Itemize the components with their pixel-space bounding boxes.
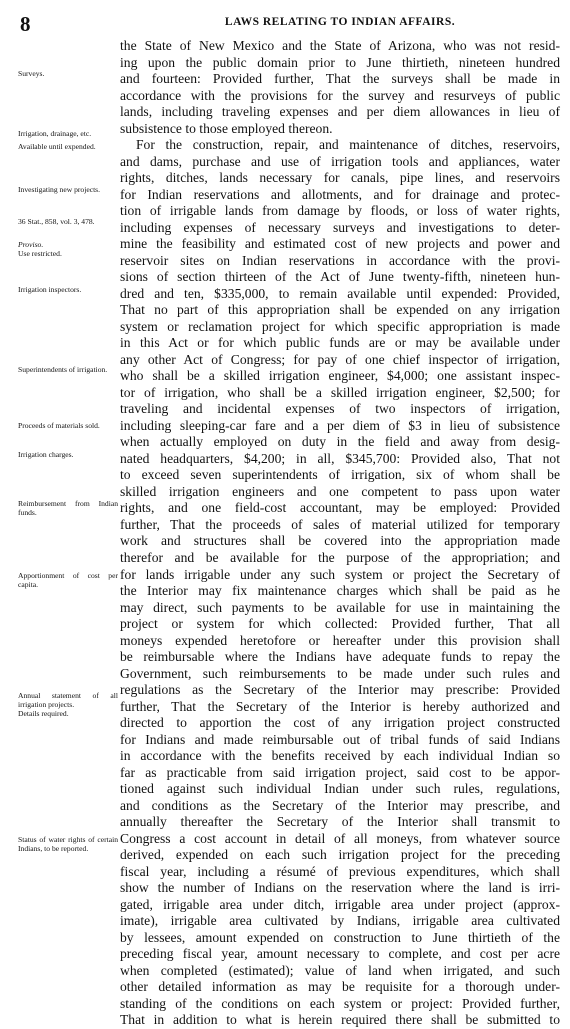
text-line: be reimbursable where the Indians have adequate funds to repay the [120,649,560,665]
text-line: the Interior may fix maintenance charges which shall be paid as he [120,583,560,599]
text-line: far as practicable from said irrigation project, said cost to be appor- [120,764,560,780]
text-line: and dams, purchase and use of irrigation tools and appliances, water [120,153,560,169]
text-line: That no part of this appropriation shall be expended on any irrigation [120,302,560,318]
text-line: tioned against such individual Indian under such rules, regulations, [120,781,560,797]
margin-note-statute-citation: 36 Stat., 858, vol. 3, 478. [18,217,95,226]
text-line: sions of section thirteen of the Act of June twenty-fifth, nineteen hun- [120,269,560,285]
text-line: other detailed information as may be requisite for a thorough under- [120,979,560,995]
text-line: skilled irrigation engineers and one competent to pass upon water [120,483,560,499]
text-line: imate), irrigable area cultivated by Indians, irrigable area cultivated [120,913,560,929]
text-line: when actually employed on duty in the field and away from desig- [120,434,560,450]
text-line: ing upon the public domain prior to June thirtieth, nineteen hundred [120,54,560,70]
text-line: standing of the conditions on each system or project: Provided further, [120,995,560,1011]
text-line: Congress a cost account in detail of all moneys, from whatever source [120,830,560,846]
margin-note-annual-statement: Annual statement of all irrigation projects. [18,691,118,709]
text-line: for lands irrigable under any such system or project the Secretary of [120,566,560,582]
text-line: who shall be a skilled irrigation engineer, $4,000; one assistant inspec- [120,368,560,384]
text-line: and fourteen: Provided further, That the surveys shall be made in [120,71,560,87]
text-line: for Indian reservations and allotments, and for drainage and protec- [120,186,560,202]
margin-note-details-required: Details required. [18,709,69,718]
text-line: system or reclamation project for which specific appropriation is made [120,318,560,334]
page-header [0,10,570,36]
text-line: lands, including traveling expenses and per diem allowances in lieu of [120,104,560,120]
text-line: any other Act of Congress; for pay of one chief inspector of irrigation, [120,351,560,367]
margin-note-proceeds-materials: Proceeds of materials sold. [18,421,100,430]
margin-note-irrigation-charges: Irrigation charges. [18,450,74,459]
text-line: project or system for which collected: Provided further, That all [120,616,560,632]
text-line: That in addition to what is herein required there shall be submitted to [120,1012,560,1028]
text-line: when completed (estimated); value of land when irrigated, and such [120,962,560,978]
margin-note-surveys: Surveys. [18,69,45,78]
margin-note-proviso: Proviso. [18,240,44,249]
text-line: reservoir sites on Indian reservations in accordance with the provi- [120,252,560,268]
text-line: including sleeping-car fare and a per diem of $3 in lieu of subsistence [120,417,560,433]
body-text [120,38,560,1029]
text-line: annually thereafter the Secretary of the Interior shall transmit to [120,814,560,830]
text-line: rights, ditches, lands necessary for canals, pipe lines, and reservoirs [120,170,560,186]
text-line: therefor and be available for the purpose of the appropriation; and [120,549,560,565]
margin-note-investigating-projects: Investigating new projects. [18,185,101,194]
text-line: to exceed seven superintendents of irrigation, six of whom shall be [120,467,560,483]
text-line: tor of irrigation, who shall be a skilled irrigation engineer, $2,500; for [120,384,560,400]
text-line: For the construction, repair, and maintenance of ditches, reservoirs, [136,137,560,153]
margin-note-reimbursement: Reimbursement from Indian funds. [18,499,118,517]
text-line: by lessees, amount expended on construction to June thirtieth of the [120,929,560,945]
text-line: show the number of Indians on the reservation where the land is irri- [120,880,560,896]
text-line: work and structures shall be covered into the appropriation made [120,533,560,549]
text-line: dred and ten, $335,000, to remain available until expended: Provided, [120,285,560,301]
text-line: for Indians and made reimbursable out of tribal funds of said Indians [120,731,560,747]
margin-note-use-restricted: Use restricted. [18,249,62,258]
text-line: nated headquarters, $4,200; in all, $345,700: Provided also, That not [120,450,560,466]
text-line: rights, and one field-cost accountant, may be employed: Provided [120,500,560,516]
text-line: in accordance with the benefits received by each individual Indian so [120,748,560,764]
text-line: Government, such reimbursements to be made under such rules and [120,665,560,681]
text-line: regulations as the Secretary of the Interior may prescribe: Provided [120,682,560,698]
text-line: accordance with the provisions for the survey and resurveys of public [120,87,560,103]
text-line: tion of irrigable lands from damage by floods, or loss of water rights, [120,203,560,219]
margin-note-irrigation-drainage: Irrigation, drainage, etc. [18,129,92,138]
text-line: including expenses of necessary surveys and investigations to deter- [120,219,560,235]
text-line: further, That the Secretary of the Interior is hereby authorized and [120,698,560,714]
text-line: in this Act or for which public funds are or may be available under [120,335,560,351]
margin-note-superintendents: Superintendents of irrigation. [18,365,108,374]
text-line: directed to apportion the cost of any irrigation project constructed [120,715,560,731]
text-line: traveling and incidental expenses of two inspectors of irrigation, [120,401,560,417]
text-line: moneys expended heretofore or hereafter under this provision shall [120,632,560,648]
margin-note-irrigation-inspectors: Irrigation inspectors. [18,285,82,294]
margin-note-water-rights-status: Status of water rights of certain Indians, to be reported. [18,835,118,853]
text-line: gated, irrigable area under ditch, irrigable area under project (approx- [120,896,560,912]
text-line: and conditions as the Secretary of the Interior may prescribe, and [120,797,560,813]
margin-note-apportionment: Apportionment of cost per capita. [18,571,118,589]
text-line: further, That the proceeds of sales of material utilized for temporary [120,516,560,532]
running-title: LAWS RELATING TO INDIAN AFFAIRS. [224,16,456,28]
text-line: may direct, such payments to be available for use in maintaining the [120,599,560,615]
text-line: fiscal year, including a résumé of previous expenditures, which shall [120,863,560,879]
text-line: mine the feasibility and estimated cost of new projects and power and [120,236,560,252]
text-line: the State of New Mexico and the State of Arizona, who was not resid- [120,38,560,53]
text-line: preceding fiscal year, amount necessary to complete, and cost per acre [120,946,560,962]
margin-note-available-until-expended: Available until expended. [18,142,96,151]
page-number: 8 [20,12,31,36]
text-line: derived, expended on each such irrigation project for the preceding [120,847,560,863]
text-line: subsistence to those employed thereon. [120,120,333,136]
